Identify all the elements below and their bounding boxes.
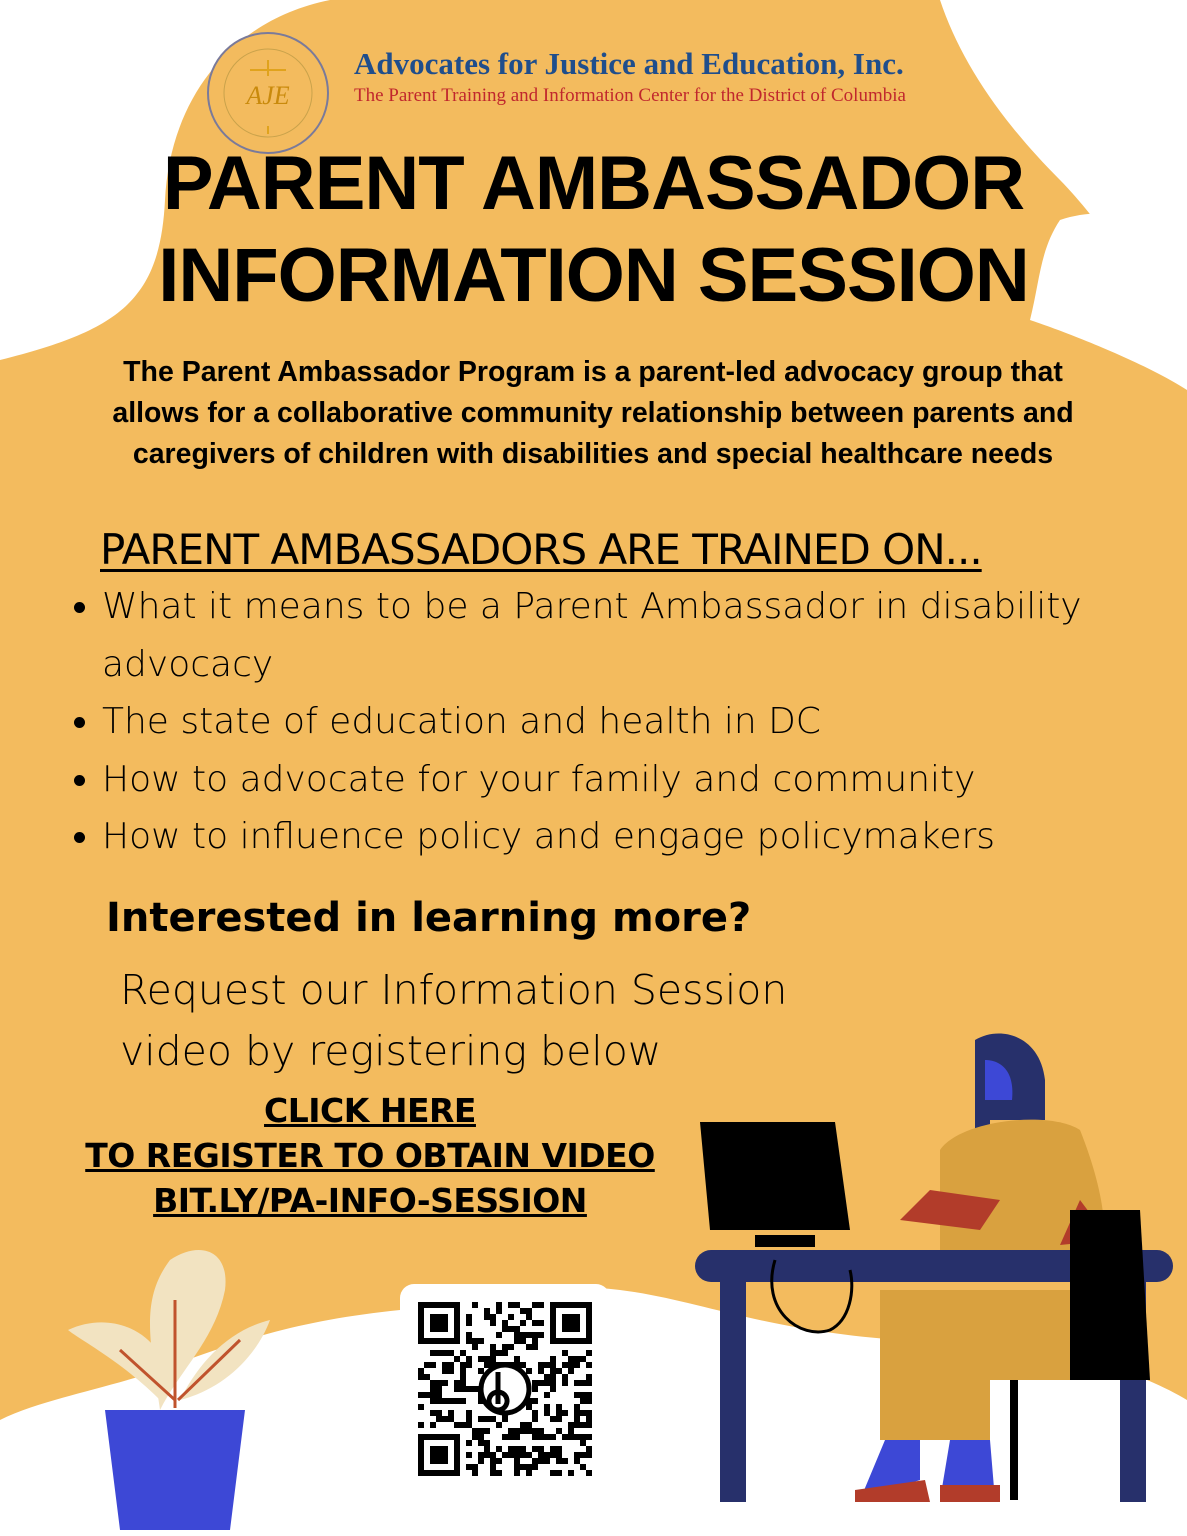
list-item: • How to influence policy and engage policymakers — [102, 808, 1102, 866]
page-title-line1: PARENT AMBASSADOR — [162, 141, 1025, 226]
trained-on-heading: PARENT AMBASSADORS ARE TRAINED ON... — [100, 525, 982, 574]
program-description: The Parent Ambassador Program is a parent-led advocacy group that allows for a collaborative community relationship between parents and caregivers of children with disabilities and special healthcare needs — [112, 356, 1074, 470]
org-name: Advocates for Justice and Education, Inc. — [354, 46, 904, 81]
registration-links — [80, 1088, 660, 1223]
aje-logo — [205, 30, 331, 156]
click-here-link[interactable]: CLICK HERE — [264, 1091, 476, 1130]
org-subtitle: The Parent Training and Information Center for the District of Columbia — [354, 85, 906, 106]
request-line2: video by registering below — [120, 1027, 662, 1075]
request-line1: Request our Information Session — [120, 966, 788, 1014]
bitly-url-link[interactable]: BIT.LY/PA-INFO-SESSION — [153, 1181, 587, 1220]
request-text — [120, 960, 787, 1082]
list-item: • What it means to be a Parent Ambassador in disability advocacy — [102, 578, 1102, 693]
list-item: • How to advocate for your family and community — [102, 751, 1102, 809]
training-topics-list — [60, 578, 1102, 866]
interested-heading: Interested in learning more? — [106, 895, 752, 941]
logo-monogram: AJE — [246, 81, 290, 110]
page-title-line2: INFORMATION SESSION — [158, 233, 1029, 318]
register-link[interactable]: TO REGISTER TO OBTAIN VIDEO — [85, 1136, 655, 1175]
qr-code[interactable] — [400, 1284, 610, 1494]
list-item: • The state of education and health in DC — [102, 693, 1102, 751]
qr-code-icon — [400, 1284, 610, 1494]
